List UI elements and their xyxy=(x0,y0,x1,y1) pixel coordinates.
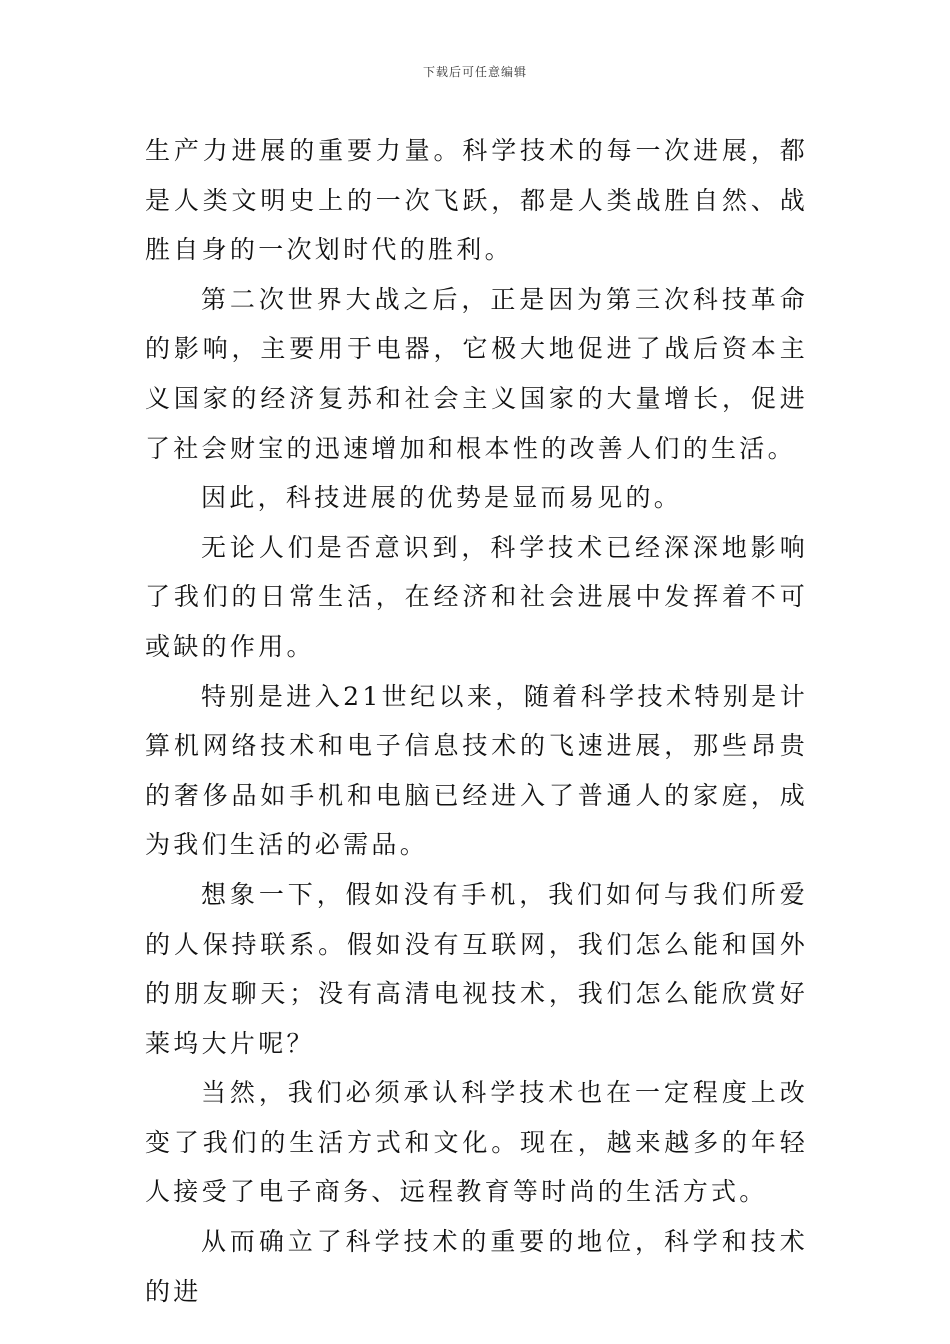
paragraph: 想象一下，假如没有手机，我们如何与我们所爱的人保持联系。假如没有互联网，我们怎么能和国外的朋友聊天；没有高清电视技术，我们怎么能欣赏好莱坞大片呢？ xyxy=(145,879,808,1058)
page-header: 下载后可任意编辑 xyxy=(422,65,527,79)
paragraph: 当然，我们必须承认科学技术也在一定程度上改变了我们的生活方式和文化。现在，越来越多的年轻人接受了电子商务、远程教育等时尚的生活方式。 xyxy=(145,1078,808,1207)
paragraph: 无论人们是否意识到，科学技术已经深深地影响了我们的日常生活，在经济和社会进展中发挥着不可或缺的作用。 xyxy=(145,532,808,661)
paragraph: 第二次世界大战之后，正是因为第三次科技革命的影响，主要用于电器，它极大地促进了战后资本主义国家的经济复苏和社会主义国家的大量增长，促进了社会财宝的迅速增加和根本性的改善人们的生活。 xyxy=(145,284,808,463)
document-body xyxy=(145,126,808,1316)
paragraph-truncated: 从而确立了科学技术的重要的地位，科学和技术的进 xyxy=(145,1227,808,1306)
paragraph: 因此，科技进展的优势是显而易见的。 xyxy=(201,483,683,513)
paragraph-continuation: 生产力进展的重要力量。科学技术的每一次进展，都是人类文明史上的一次飞跃，都是人类战胜自然、战胜自身的一次划时代的胜利。 xyxy=(145,136,808,265)
paragraph: 特别是进入21世纪以来，随着科学技术特别是计算机网络技术和电子信息技术的飞速进展，那些昂贵的奢侈品如手机和电脑已经进入了普通人的家庭，成为我们生活的必需品。 xyxy=(145,681,808,860)
